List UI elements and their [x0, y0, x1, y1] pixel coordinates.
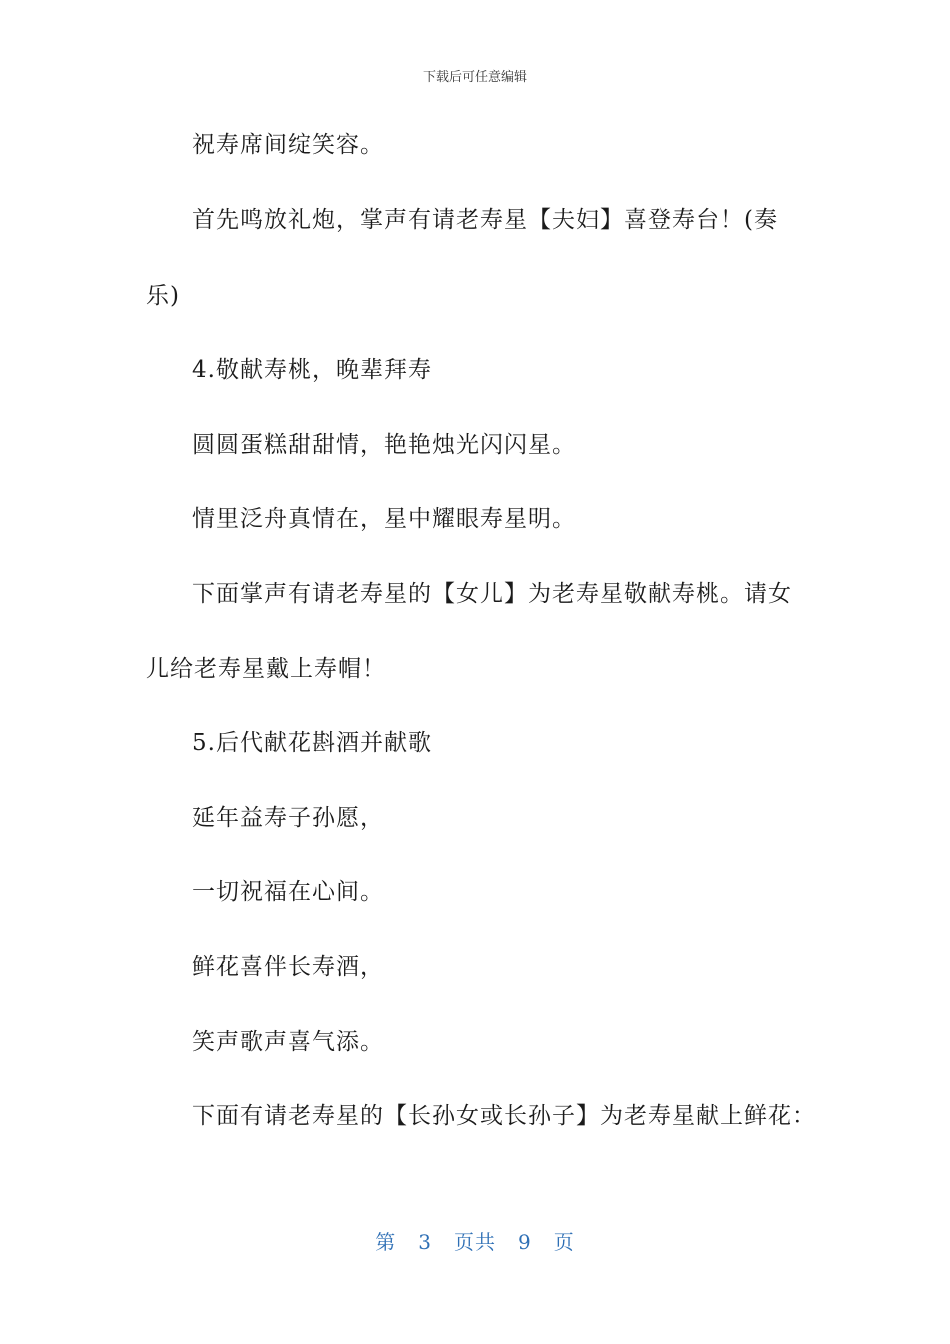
body-line-2: 首先鸣放礼炮，掌声有请老寿星【夫妇】喜登寿台！(奏: [192, 207, 778, 233]
body-line-8: 儿给老寿星戴上寿帽！: [146, 656, 386, 682]
section-heading-5: 5.后代献花斟酒并献歌: [192, 730, 432, 756]
poem-line-2: 一切祝福在心间。: [192, 879, 384, 905]
body-line-3: 乐): [146, 283, 180, 309]
section-heading-4: 4.敬献寿桃，晚辈拜寿: [192, 357, 432, 383]
page-header: 下载后可任意编辑: [422, 70, 527, 85]
footer-middle: 页共: [454, 1230, 496, 1254]
poem-line-1: 延年益寿子孙愿，: [192, 805, 384, 831]
poem-line-4: 笑声歌声喜气添。: [192, 1029, 384, 1055]
body-line-14: 下面有请老寿星的【长孙女或长孙子】为老寿星献上鲜花：: [192, 1103, 816, 1129]
footer-prefix: 第: [375, 1230, 397, 1254]
body-line-6: 情里泛舟真情在，星中耀眼寿星明。: [192, 506, 576, 532]
footer-current-page: 3: [418, 1230, 432, 1254]
poem-line-3: 鲜花喜伴长寿酒，: [192, 954, 384, 980]
body-line-7: 下面掌声有请老寿星的【女儿】为老寿星敬献寿桃。请女: [192, 581, 792, 607]
page-footer: [0, 1226, 950, 1255]
footer-total-pages: 9: [518, 1230, 532, 1254]
body-line-5: 圆圆蛋糕甜甜情，艳艳烛光闪闪星。: [192, 432, 576, 458]
footer-suffix: 页: [553, 1230, 575, 1254]
body-line-1: 祝寿席间绽笑容。: [192, 132, 384, 158]
